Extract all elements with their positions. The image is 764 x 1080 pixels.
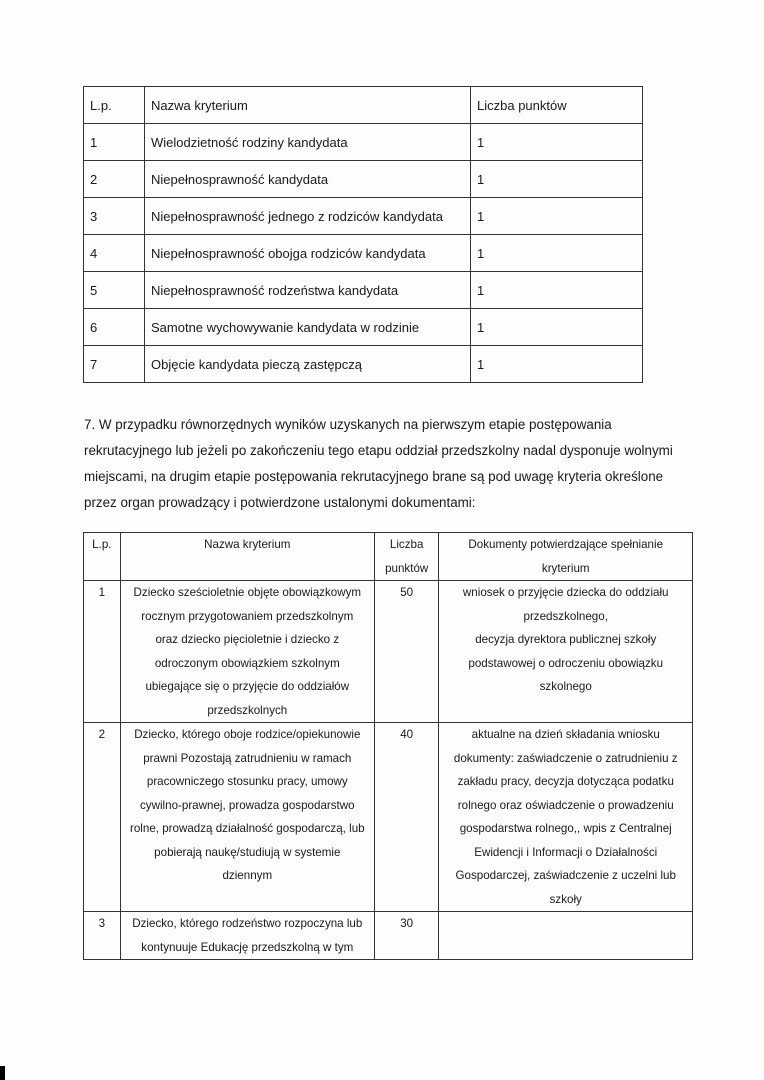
criteria-table	[83, 86, 643, 383]
row-criterion: Niepełnosprawność obojga rodziców kandydata	[145, 235, 471, 272]
paragraph-line: rekrutacyjnego lub jeżeli po zakończeniu tego etapu oddział przedszkolny nadal dysponuje wolnymi	[84, 443, 673, 458]
row-lp: 1	[84, 124, 145, 161]
row-lp: 2	[84, 161, 145, 198]
criterion-line: odroczonym obowiązkiem szkolnym	[154, 656, 340, 670]
documents-line: szkoły	[549, 892, 582, 906]
criterion-line: Dziecko, którego oboje rodzice/opiekunowie	[134, 728, 361, 741]
row-points: 1	[471, 161, 643, 198]
table-header-row	[84, 87, 643, 124]
row-documents	[439, 723, 693, 912]
row-criterion: Samotne wychowywanie kandydata w rodzinie	[145, 309, 471, 346]
row-criterion	[120, 723, 374, 912]
header-points-line: punktów	[385, 561, 429, 575]
table-header-row	[84, 533, 693, 581]
criterion-line: rolne, prowadzą działalność gospodarczą, lub	[130, 822, 365, 835]
row-documents	[439, 581, 693, 723]
paragraph-line: miejscami, na drugim etapie postępowania rekrutacyjnego brane są pod uwagę kryteria określone	[84, 469, 664, 484]
row-points: 30	[374, 912, 439, 960]
table-row	[84, 912, 693, 960]
documents-line: Gospodarczej, zaświadczenie z uczelni lub	[455, 869, 676, 882]
documents-line: podstawowej o odroczeniu obowiązku	[468, 656, 664, 670]
row-lp: 3	[84, 198, 145, 235]
section-7-paragraph	[84, 412, 674, 516]
row-lp: 4	[84, 235, 145, 272]
criterion-line: pobierają naukę/studiują w systemie	[154, 845, 341, 859]
row-points: 50	[374, 581, 439, 723]
criterion-line: oraz dziecko pięcioletnie i dziecko z	[155, 633, 340, 646]
row-points: 1	[471, 124, 643, 161]
row-documents	[439, 912, 693, 960]
table-row	[84, 235, 643, 272]
row-points: 1	[471, 346, 643, 383]
row-points: 1	[471, 235, 643, 272]
header-lp: L.p.	[84, 87, 145, 124]
row-lp: 3	[84, 912, 121, 960]
header-points-line: Liczba	[389, 538, 424, 551]
header-documents-line: kryterium	[541, 561, 590, 575]
documents-line: rolnego oraz oświadczenie o prowadzeniu	[457, 798, 674, 812]
header-lp: L.p.	[84, 533, 121, 581]
table-row	[84, 124, 643, 161]
row-points: 1	[471, 272, 643, 309]
header-criterion-name: Nazwa kryterium	[145, 87, 471, 124]
row-lp: 6	[84, 309, 145, 346]
row-lp: 1	[84, 581, 121, 723]
documents-line: wniosek o przyjęcie dziecka do oddziału	[462, 586, 669, 599]
row-criterion: Objęcie kandydata pieczą zastępczą	[145, 346, 471, 383]
row-lp: 5	[84, 272, 145, 309]
row-lp: 2	[84, 723, 121, 912]
documents-line: zakładu pracy, decyzja dotycząca podatku	[457, 775, 674, 788]
criterion-line: dziennym	[222, 869, 273, 882]
row-points: 1	[471, 309, 643, 346]
criterion-line: Dziecko sześcioletnie objęte obowiązkowym	[133, 586, 362, 599]
row-points: 40	[374, 723, 439, 912]
documents-line: dokumenty: zaświadczenie o zatrudnieniu z	[453, 751, 678, 765]
second-stage-criteria-table	[83, 532, 693, 960]
documents-line: szkolnego	[539, 680, 592, 693]
table-row	[84, 581, 693, 723]
table-row	[84, 723, 693, 912]
header-criterion-name: Nazwa kryterium	[120, 533, 374, 581]
criterion-line: rocznym przygotowaniem przedszkolnym	[141, 609, 354, 623]
criterion-line: ubiegające się o przyjęcie do oddziałów	[145, 680, 350, 693]
table-row	[84, 346, 643, 383]
criterion-line: prawni Pozostają zatrudnieniu w ramach	[143, 751, 352, 765]
header-points: Liczba punktów	[471, 87, 643, 124]
criterion-line: pracowniczego stosunku pracy, umowy	[146, 775, 348, 788]
header-documents-line: Dokumenty potwierdzające spełnianie	[468, 538, 664, 551]
scan-edge-mark	[0, 1066, 5, 1080]
table-row	[84, 272, 643, 309]
table-row	[84, 309, 643, 346]
table-row	[84, 198, 643, 235]
row-criterion	[120, 581, 374, 723]
criterion-line: kontynuuje Edukację przedszkolną w tym	[141, 940, 354, 954]
documents-line: gospodarstwa rolnego,, wpis z Centralnej	[459, 822, 672, 835]
paragraph-line: 7. W przypadku równorzędnych wyników uzyskanych na pierwszym etapie postępowania	[84, 417, 612, 432]
row-points: 1	[471, 198, 643, 235]
criterion-line: cywilno-prawnej, prowadza gospodarstwo	[140, 798, 355, 812]
criterion-line: przedszkolnych	[207, 703, 288, 717]
row-criterion: Niepełnosprawność jednego z rodziców kandydata	[145, 198, 471, 235]
row-criterion: Niepełnosprawność kandydata	[145, 161, 471, 198]
paragraph-line: przez organ prowadzący i potwierdzone ustalonymi dokumentami:	[84, 495, 476, 510]
table-row	[84, 161, 643, 198]
header-points	[374, 533, 439, 581]
header-documents	[439, 533, 693, 581]
row-criterion: Wielodzietność rodziny kandydata	[145, 124, 471, 161]
row-criterion	[120, 912, 374, 960]
row-criterion: Niepełnosprawność rodzeństwa kandydata	[145, 272, 471, 309]
row-lp: 7	[84, 346, 145, 383]
documents-line: Ewidencji i Informacji o Działalności	[474, 845, 658, 859]
documents-line: przedszkolnego,	[523, 609, 608, 623]
documents-line: decyzja dyrektora publicznej szkoły	[475, 633, 657, 646]
documents-line: aktualne na dzień składania wniosku	[471, 728, 660, 741]
criterion-line: Dziecko, którego rodzeństwo rozpoczyna lub	[132, 917, 363, 930]
